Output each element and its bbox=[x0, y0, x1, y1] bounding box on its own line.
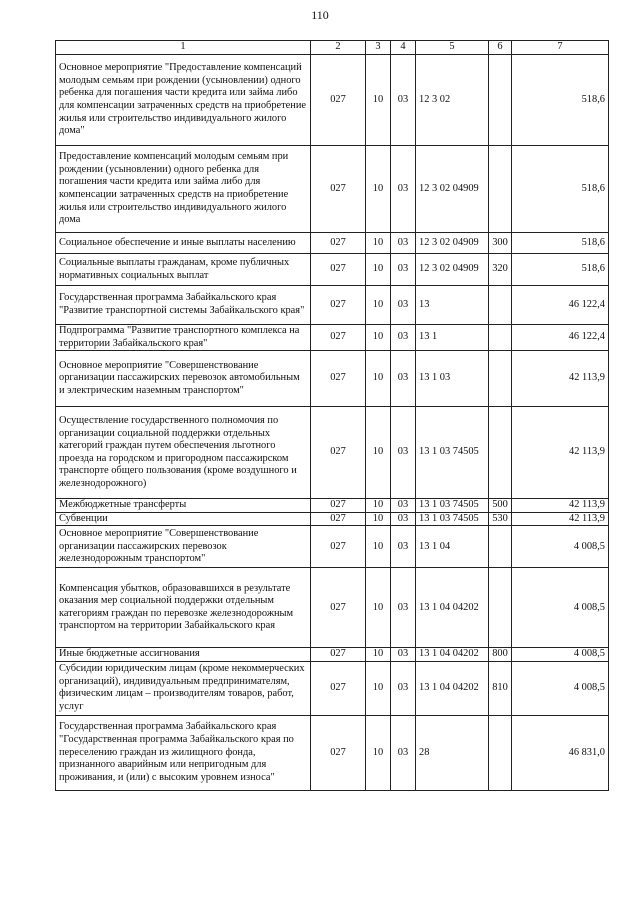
column-header: 6 bbox=[489, 41, 512, 55]
cell-section: 10 bbox=[366, 648, 391, 662]
cell-amount: 4 008,5 bbox=[512, 661, 609, 715]
table-row bbox=[56, 715, 609, 790]
cell-amount: 46 122,4 bbox=[512, 325, 609, 351]
cell-section: 10 bbox=[366, 526, 391, 568]
row-description: Социальные выплаты гражданам, кроме публичных нормативных социальных выплат bbox=[56, 254, 311, 286]
cell-section: 10 bbox=[366, 146, 391, 233]
cell-subsection: 03 bbox=[391, 648, 416, 662]
cell-code: 027 bbox=[311, 512, 366, 526]
row-description: Межбюджетные трансферты bbox=[56, 499, 311, 513]
table-body bbox=[56, 55, 609, 791]
cell-code: 027 bbox=[311, 325, 366, 351]
cell-subsection: 03 bbox=[391, 286, 416, 325]
cell-target-article: 13 bbox=[416, 286, 489, 325]
column-header: 3 bbox=[366, 41, 391, 55]
cell-section: 10 bbox=[366, 351, 391, 407]
cell-expense-type: 300 bbox=[489, 233, 512, 254]
page-number: 110 bbox=[311, 8, 329, 22]
table-row bbox=[56, 325, 609, 351]
cell-target-article: 13 1 03 74505 bbox=[416, 499, 489, 513]
cell-expense-type: 320 bbox=[489, 254, 512, 286]
cell-amount: 518,6 bbox=[512, 254, 609, 286]
column-header: 4 bbox=[391, 41, 416, 55]
cell-code: 027 bbox=[311, 648, 366, 662]
table-row bbox=[56, 407, 609, 499]
row-description: Иные бюджетные ассигнования bbox=[56, 648, 311, 662]
budget-table bbox=[55, 40, 609, 791]
cell-expense-type: 530 bbox=[489, 512, 512, 526]
row-description: Субсидии юридическим лицам (кроме некоммерческих организаций), индивидуальным предпринимателям, физическим лицам – производителям товаров, работ, услуг bbox=[56, 661, 311, 715]
cell-amount: 4 008,5 bbox=[512, 526, 609, 568]
cell-code: 027 bbox=[311, 233, 366, 254]
row-description: Подпрограмма "Развитие транспортного комплекса на территории Забайкальского края" bbox=[56, 325, 311, 351]
row-description: Государственная программа Забайкальского края "Государственная программа Забайкальского края по переселению граждан из жилищного фонда, признанного аварийным или непригодным для проживания, и (или) с высоким уровнем износа" bbox=[56, 715, 311, 790]
cell-amount: 518,6 bbox=[512, 233, 609, 254]
column-header: 1 bbox=[56, 41, 311, 55]
cell-subsection: 03 bbox=[391, 512, 416, 526]
cell-code: 027 bbox=[311, 407, 366, 499]
cell-subsection: 03 bbox=[391, 568, 416, 648]
cell-target-article: 13 1 04 bbox=[416, 526, 489, 568]
cell-section: 10 bbox=[366, 499, 391, 513]
cell-code: 027 bbox=[311, 351, 366, 407]
cell-target-article: 13 1 03 74505 bbox=[416, 512, 489, 526]
table-row bbox=[56, 351, 609, 407]
cell-section: 10 bbox=[366, 661, 391, 715]
cell-expense-type bbox=[489, 55, 512, 146]
cell-section: 10 bbox=[366, 286, 391, 325]
cell-expense-type bbox=[489, 325, 512, 351]
cell-target-article: 12 3 02 04909 bbox=[416, 233, 489, 254]
cell-code: 027 bbox=[311, 254, 366, 286]
cell-target-article: 13 1 04 04202 bbox=[416, 568, 489, 648]
table-row bbox=[56, 568, 609, 648]
table-row bbox=[56, 526, 609, 568]
cell-amount: 42 113,9 bbox=[512, 407, 609, 499]
cell-target-article: 13 1 bbox=[416, 325, 489, 351]
row-description: Основное мероприятие "Совершенствование организации пассажирских перевозок железнодорожным транспортом" bbox=[56, 526, 311, 568]
cell-expense-type bbox=[489, 351, 512, 407]
cell-code: 027 bbox=[311, 286, 366, 325]
column-header: 2 bbox=[311, 41, 366, 55]
cell-amount: 42 113,9 bbox=[512, 499, 609, 513]
cell-section: 10 bbox=[366, 407, 391, 499]
cell-code: 027 bbox=[311, 146, 366, 233]
cell-subsection: 03 bbox=[391, 55, 416, 146]
row-description: Осуществление государственного полномочия по организации социальной поддержки отдельных категорий граждан путем обеспечения льготного проезда на городском и пригородном пассажирском транспорте общего пользования (кроме воздушного и железнодорожного) bbox=[56, 407, 311, 499]
cell-expense-type bbox=[489, 286, 512, 325]
cell-target-article: 12 3 02 04909 bbox=[416, 254, 489, 286]
cell-subsection: 03 bbox=[391, 499, 416, 513]
cell-target-article: 12 3 02 04909 bbox=[416, 146, 489, 233]
cell-target-article: 13 1 03 74505 bbox=[416, 407, 489, 499]
cell-code: 027 bbox=[311, 568, 366, 648]
cell-target-article: 28 bbox=[416, 715, 489, 790]
cell-amount: 518,6 bbox=[512, 55, 609, 146]
cell-subsection: 03 bbox=[391, 325, 416, 351]
table-row bbox=[56, 55, 609, 146]
cell-code: 027 bbox=[311, 526, 366, 568]
cell-amount: 42 113,9 bbox=[512, 512, 609, 526]
table-row bbox=[56, 512, 609, 526]
cell-code: 027 bbox=[311, 715, 366, 790]
cell-section: 10 bbox=[366, 254, 391, 286]
table-row bbox=[56, 254, 609, 286]
cell-expense-type bbox=[489, 568, 512, 648]
column-header: 7 bbox=[512, 41, 609, 55]
cell-subsection: 03 bbox=[391, 407, 416, 499]
cell-code: 027 bbox=[311, 55, 366, 146]
cell-section: 10 bbox=[366, 568, 391, 648]
table-row bbox=[56, 286, 609, 325]
cell-expense-type: 810 bbox=[489, 661, 512, 715]
cell-expense-type bbox=[489, 715, 512, 790]
cell-expense-type bbox=[489, 146, 512, 233]
cell-amount: 46 122,4 bbox=[512, 286, 609, 325]
cell-section: 10 bbox=[366, 325, 391, 351]
cell-amount: 518,6 bbox=[512, 146, 609, 233]
row-description: Предоставление компенсаций молодым семьям при рождении (усыновлении) одного ребенка для погашения части кредита или займа либо для компенсации затраченных средств на приобретение жилья или строительство индивидуального жилого дома bbox=[56, 146, 311, 233]
cell-code: 027 bbox=[311, 661, 366, 715]
cell-target-article: 13 1 03 bbox=[416, 351, 489, 407]
table-row bbox=[56, 661, 609, 715]
row-description: Компенсация убытков, образовавшихся в результате оказания мер социальной поддержки отдельным категориям граждан по перевозке железнодорожным транспортом на территории Забайкальского края bbox=[56, 568, 311, 648]
row-description: Социальное обеспечение и иные выплаты населению bbox=[56, 233, 311, 254]
cell-subsection: 03 bbox=[391, 661, 416, 715]
cell-subsection: 03 bbox=[391, 146, 416, 233]
row-description: Государственная программа Забайкальского края "Развитие транспортной системы Забайкальского края" bbox=[56, 286, 311, 325]
cell-amount: 46 831,0 bbox=[512, 715, 609, 790]
cell-amount: 4 008,5 bbox=[512, 568, 609, 648]
cell-expense-type: 500 bbox=[489, 499, 512, 513]
cell-section: 10 bbox=[366, 55, 391, 146]
table-row bbox=[56, 499, 609, 513]
table-header-row bbox=[56, 41, 609, 55]
cell-target-article: 13 1 04 04202 bbox=[416, 661, 489, 715]
cell-section: 10 bbox=[366, 512, 391, 526]
cell-amount: 42 113,9 bbox=[512, 351, 609, 407]
cell-subsection: 03 bbox=[391, 254, 416, 286]
cell-amount: 4 008,5 bbox=[512, 648, 609, 662]
row-description: Субвенции bbox=[56, 512, 311, 526]
cell-target-article: 13 1 04 04202 bbox=[416, 648, 489, 662]
cell-expense-type bbox=[489, 407, 512, 499]
table-row bbox=[56, 648, 609, 662]
table-row bbox=[56, 233, 609, 254]
cell-subsection: 03 bbox=[391, 233, 416, 254]
cell-expense-type: 800 bbox=[489, 648, 512, 662]
cell-expense-type bbox=[489, 526, 512, 568]
cell-code: 027 bbox=[311, 499, 366, 513]
cell-section: 10 bbox=[366, 233, 391, 254]
row-description: Основное мероприятие "Совершенствование организации пассажирских перевозок автомобильным и электрическим наземным транспортом" bbox=[56, 351, 311, 407]
cell-target-article: 12 3 02 bbox=[416, 55, 489, 146]
table-row bbox=[56, 146, 609, 233]
cell-subsection: 03 bbox=[391, 715, 416, 790]
column-header: 5 bbox=[416, 41, 489, 55]
cell-subsection: 03 bbox=[391, 526, 416, 568]
row-description: Основное мероприятие "Предоставление компенсаций молодым семьям при рождении (усыновлении) одного ребенка для погашения части кредита или займа либо для компенсации затраченных средств на приобретение жилья или строительство индивидуального жилого дома" bbox=[56, 55, 311, 146]
cell-subsection: 03 bbox=[391, 351, 416, 407]
cell-section: 10 bbox=[366, 715, 391, 790]
